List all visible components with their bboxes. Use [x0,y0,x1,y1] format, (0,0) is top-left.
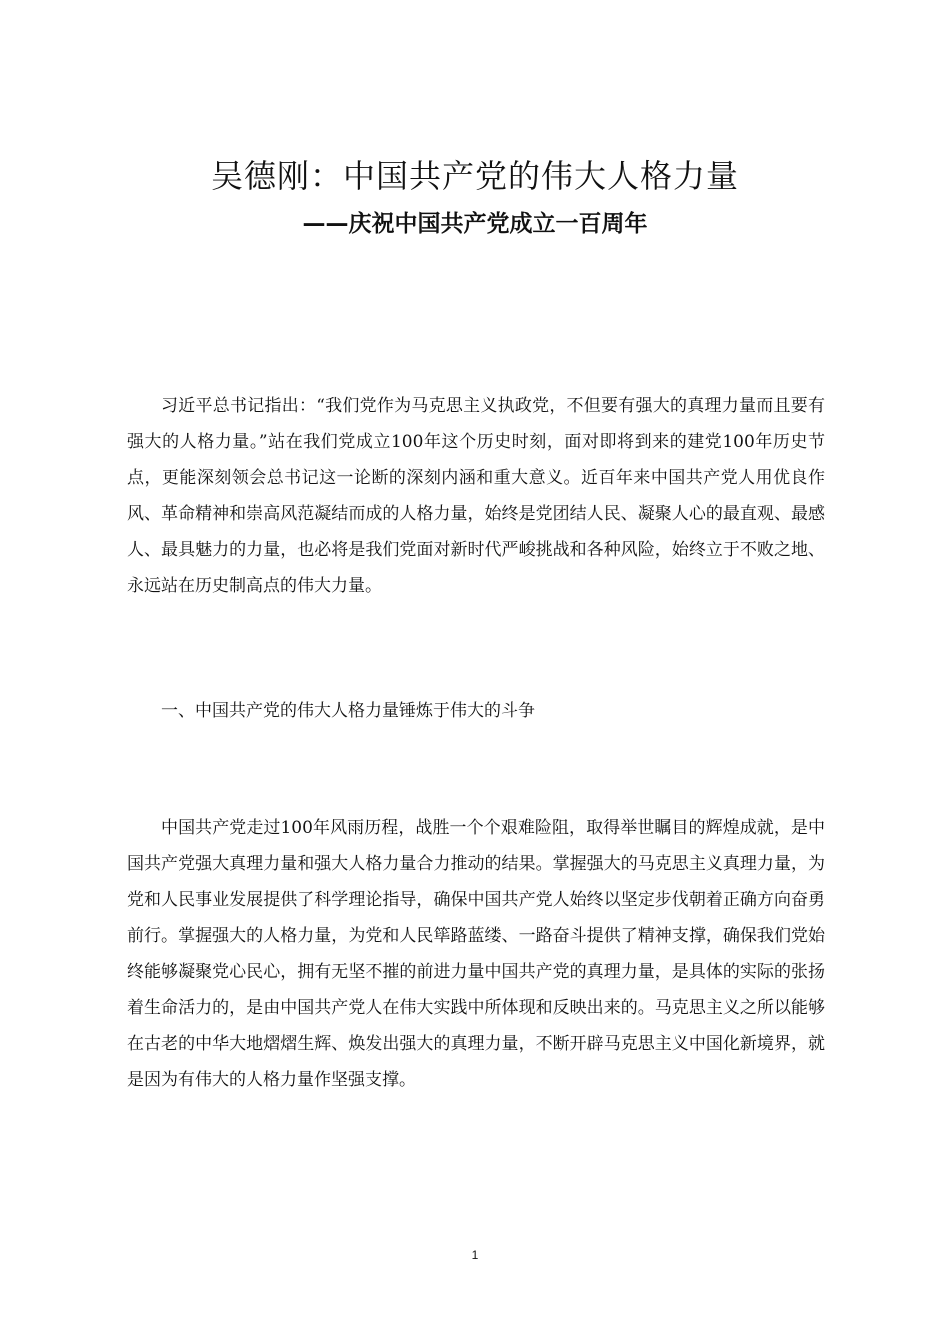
document-subtitle: ——庆祝中国共产党成立一百周年 [302,211,648,237]
body-paragraph-1: 习近平总书记指出：“我们党作为马克思主义执政党，不但要有强大的真理力量而且要有强大的人格力量。”站在我们党成立100年这个历史时刻，面对即将到来的建党100年历史节点，更能深刻领会总书记这一论断的深刻内涵和重大意义。近百年来中国共产党人用优良作风、革命精神和崇高风范凝结而成的人格力量，始终是党团结人民、凝聚人心的最直观、最感人、最具魅力的力量，也必将是我们党面对新时代严峻挑战和各种风险，始终立于不败之地、永远站在历史制高点的伟大力量。 [127,396,825,596]
page-number: 1 [471,1248,479,1262]
section-heading-1: 一、中国共产党的伟大人格力量锤炼于伟大的斗争 [161,701,535,721]
body-paragraph-2: 中国共产党走过100年风雨历程，战胜一个个艰难险阻，取得举世瞩目的辉煌成就，是中国共产党强大真理力量和强大人格力量合力推动的结果。掌握强大的马克思主义真理力量，为党和人民事业发展提供了科学理论指导，确保中国共产党人始终以坚定步伐朝着正确方向奋勇前行。掌握强大的人格力量，为党和人民筚路蓝缕、一路奋斗提供了精神支撑，确保我们党始终能够凝聚党心民心，拥有无坚不摧的前进力量中国共产党的真理力量，是具体的实际的张扬着生命活力的，是由中国共产党人在伟大实践中所体现和反映出来的。马克思主义之所以能够在古老的中华大地熠熠生辉、焕发出强大的真理力量，不断开辟马克思主义中国化新境界，就是因为有伟大的人格力量作坚强支撑。 [127,818,825,1090]
document-title: 吴德刚：中国共产党的伟大人格力量 [210,157,739,195]
